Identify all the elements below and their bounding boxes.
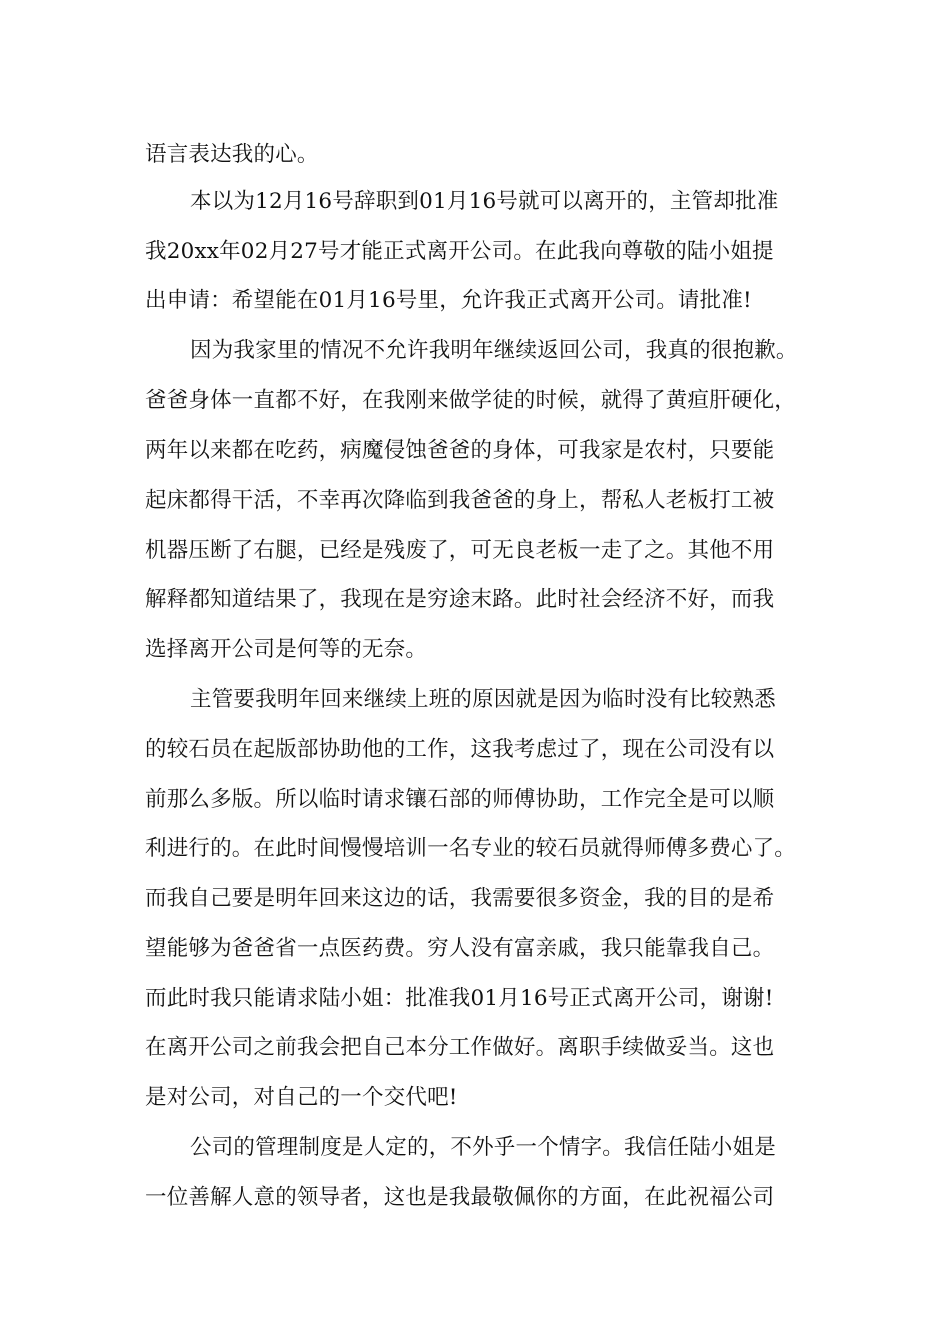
text-line: 解释都知道结果了，我现在是穷途末路。此时社会经济不好，而我 <box>145 587 775 612</box>
paragraph-start-line: 因为我家里的情况不允许我明年继续返回公司，我真的很抱歉。 <box>190 338 798 363</box>
text-line: 在离开公司之前我会把自己本分工作做好。离职手续做妥当。这也 <box>145 1035 775 1060</box>
text-line: 而此时我只能请求陆小姐：批准我01月16号正式离开公司，谢谢! <box>145 986 774 1011</box>
text-line: 前那么多版。所以临时请求镶石部的师傅协助，工作完全是可以顺 <box>145 787 775 812</box>
text-line: 我20xx年02月27号才能正式离开公司。在此我向尊敬的陆小姐提 <box>145 239 774 264</box>
text-line: 语言表达我的心。 <box>145 142 319 167</box>
text-line: 出申请：希望能在01月16号里，允许我正式离开公司。请批准! <box>145 288 752 313</box>
text-line: 两年以来都在吃药，病魔侵蚀爸爸的身体，可我家是农村，只要能 <box>145 438 775 463</box>
text-line: 望能够为爸爸省一点医药费。穷人没有富亲戚，我只能靠我自己。 <box>145 936 775 961</box>
text-line: 而我自己要是明年回来这边的话，我需要很多资金，我的目的是希 <box>145 886 775 911</box>
text-line: 一位善解人意的领导者，这也是我最敬佩你的方面，在此祝福公司 <box>145 1185 775 1210</box>
text-line: 是对公司，对自己的一个交代吧! <box>145 1085 458 1110</box>
text-line: 爸爸身体一直都不好，在我刚来做学徒的时候，就得了黄疸肝硬化， <box>145 388 797 413</box>
text-line: 选择离开公司是何等的无奈。 <box>145 637 428 662</box>
paragraph-start-line: 公司的管理制度是人定的，不外乎一个情字。我信任陆小姐是 <box>190 1135 776 1160</box>
text-line: 的较石员在起版部协助他的工作，这我考虑过了，现在公司没有以 <box>145 737 775 762</box>
paragraph-start-line: 本以为12月16号辞职到01月16号就可以离开的，主管却批准 <box>190 189 779 214</box>
paragraph-start-line: 主管要我明年回来继续上班的原因就是因为临时没有比较熟悉 <box>190 687 776 712</box>
text-line: 机器压断了右腿，已经是残废了，可无良老板一走了之。其他不用 <box>145 538 775 563</box>
text-line: 起床都得干活，不幸再次降临到我爸爸的身上，帮私人老板打工被 <box>145 488 775 513</box>
text-line: 利进行的。在此时间慢慢培训一名专业的较石员就得师傅多费心了。 <box>145 836 797 861</box>
